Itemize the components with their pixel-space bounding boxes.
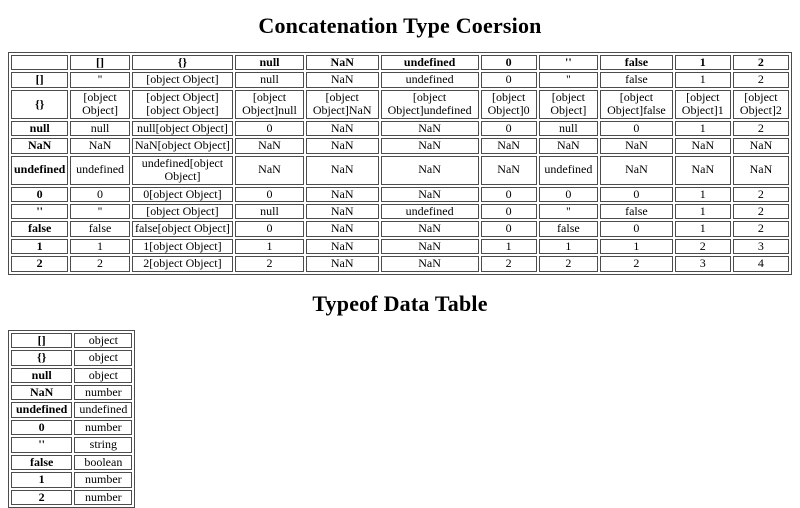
concat-cell: 2 bbox=[675, 239, 731, 254]
concat-cell: null[object Object] bbox=[132, 121, 233, 136]
typeof-type-cell: object bbox=[74, 368, 132, 383]
typeof-table-row bbox=[11, 385, 132, 400]
typeof-table-row bbox=[11, 350, 132, 365]
concat-cell: false bbox=[600, 72, 673, 87]
concat-cell: 2[object Object] bbox=[132, 256, 233, 271]
concat-row-header: null bbox=[11, 121, 68, 136]
concatenation-header-row bbox=[11, 55, 789, 70]
concat-table-row bbox=[11, 121, 789, 136]
concat-cell: 4 bbox=[733, 256, 789, 271]
typeof-value-cell: undefined bbox=[11, 402, 72, 417]
concat-cell: 3 bbox=[675, 256, 731, 271]
typeof-table-body bbox=[11, 333, 132, 505]
concat-column-header: 0 bbox=[481, 55, 537, 70]
concat-cell: false bbox=[70, 221, 129, 236]
concat-cell: '' bbox=[539, 204, 598, 219]
concat-cell: NaN bbox=[306, 187, 379, 202]
concat-cell: NaN bbox=[600, 138, 673, 153]
concat-cell: 2 bbox=[733, 121, 789, 136]
concat-row-header: 0 bbox=[11, 187, 68, 202]
concat-cell: NaN bbox=[306, 239, 379, 254]
concat-cell: undefined[object Object] bbox=[132, 156, 233, 185]
concat-cell: 0 bbox=[235, 187, 304, 202]
typeof-value-cell: false bbox=[11, 455, 72, 470]
concat-cell: 2 bbox=[600, 256, 673, 271]
concat-cell: 0[object Object] bbox=[132, 187, 233, 202]
concat-cell: 1 bbox=[675, 187, 731, 202]
concat-cell: [object Object]NaN bbox=[306, 90, 379, 119]
concat-cell: null bbox=[235, 204, 304, 219]
typeof-table-row bbox=[11, 437, 132, 452]
concat-cell: 2 bbox=[733, 204, 789, 219]
concat-cell: 2 bbox=[70, 256, 129, 271]
typeof-type-cell: undefined bbox=[74, 402, 132, 417]
concat-table-row bbox=[11, 204, 789, 219]
typeof-value-cell: [] bbox=[11, 333, 72, 348]
concat-cell: 0 bbox=[481, 221, 537, 236]
concat-cell: 2 bbox=[481, 256, 537, 271]
concat-cell: NaN bbox=[306, 156, 379, 185]
concat-cell: NaN bbox=[381, 121, 479, 136]
concat-column-header bbox=[11, 55, 68, 70]
concat-cell: NaN bbox=[381, 187, 479, 202]
concat-table-row bbox=[11, 187, 789, 202]
concat-cell: [object Object]undefined bbox=[381, 90, 479, 119]
concat-cell: 0 bbox=[70, 187, 129, 202]
concat-column-header: [] bbox=[70, 55, 129, 70]
concat-table-row bbox=[11, 256, 789, 271]
concat-cell: false bbox=[539, 221, 598, 236]
concat-cell: 0 bbox=[600, 121, 673, 136]
concat-cell: NaN bbox=[306, 221, 379, 236]
concat-cell: '' bbox=[70, 204, 129, 219]
concat-cell: false[object Object] bbox=[132, 221, 233, 236]
typeof-value-cell: {} bbox=[11, 350, 72, 365]
concat-cell: 2 bbox=[733, 221, 789, 236]
concat-cell: undefined bbox=[381, 72, 479, 87]
concat-cell: 1 bbox=[235, 239, 304, 254]
concat-column-header: '' bbox=[539, 55, 598, 70]
concat-cell: NaN bbox=[306, 138, 379, 153]
concat-cell: 2 bbox=[733, 72, 789, 87]
concat-cell: undefined bbox=[539, 156, 598, 185]
concat-cell: [object Object] bbox=[70, 90, 129, 119]
concat-cell: NaN bbox=[306, 121, 379, 136]
concat-cell: 0 bbox=[481, 72, 537, 87]
typeof-table-row bbox=[11, 420, 132, 435]
concat-row-header: '' bbox=[11, 204, 68, 219]
concat-cell: 1 bbox=[539, 239, 598, 254]
concat-cell: NaN bbox=[381, 256, 479, 271]
concat-cell: [object Object] bbox=[132, 204, 233, 219]
typeof-type-cell: object bbox=[74, 350, 132, 365]
typeof-type-cell: boolean bbox=[74, 455, 132, 470]
concat-cell: null bbox=[235, 72, 304, 87]
concat-cell: 2 bbox=[733, 187, 789, 202]
concat-table-row bbox=[11, 221, 789, 236]
typeof-value-cell: 0 bbox=[11, 420, 72, 435]
concat-cell: 0 bbox=[481, 204, 537, 219]
concat-cell: [object Object]2 bbox=[733, 90, 789, 119]
concat-cell: 1 bbox=[481, 239, 537, 254]
concat-cell: [object Object] bbox=[539, 90, 598, 119]
typeof-table-row bbox=[11, 333, 132, 348]
concatenation-table-title: Concatenation Type Coersion bbox=[258, 13, 542, 38]
concat-cell: 1 bbox=[70, 239, 129, 254]
concat-cell: NaN bbox=[539, 138, 598, 153]
concat-cell: 3 bbox=[733, 239, 789, 254]
concat-cell: 0 bbox=[539, 187, 598, 202]
concat-cell: NaN bbox=[481, 138, 537, 153]
concat-table-row bbox=[11, 138, 789, 153]
concat-column-header: false bbox=[600, 55, 673, 70]
concat-cell: null bbox=[70, 121, 129, 136]
concat-column-header: null bbox=[235, 55, 304, 70]
concat-cell: '' bbox=[70, 72, 129, 87]
concat-cell: NaN bbox=[733, 138, 789, 153]
concat-cell: undefined bbox=[70, 156, 129, 185]
concat-column-header: {} bbox=[132, 55, 233, 70]
concat-row-header: undefined bbox=[11, 156, 68, 185]
concat-cell: 1 bbox=[600, 239, 673, 254]
concat-cell: 1 bbox=[675, 204, 731, 219]
typeof-value-cell: '' bbox=[11, 437, 72, 452]
concat-cell: [object Object] bbox=[132, 72, 233, 87]
concat-cell: NaN bbox=[675, 138, 731, 153]
concat-cell: NaN bbox=[235, 156, 304, 185]
concat-cell: null bbox=[539, 121, 598, 136]
concat-cell: 1[object Object] bbox=[132, 239, 233, 254]
concat-row-header: NaN bbox=[11, 138, 68, 153]
concat-cell: NaN bbox=[381, 138, 479, 153]
concat-cell: NaN bbox=[306, 256, 379, 271]
concat-cell: [object Object]null bbox=[235, 90, 304, 119]
typeof-value-cell: NaN bbox=[11, 385, 72, 400]
typeof-table-row bbox=[11, 402, 132, 417]
concat-column-header: undefined bbox=[381, 55, 479, 70]
typeof-type-cell: number bbox=[74, 490, 132, 505]
concat-cell: 1 bbox=[675, 72, 731, 87]
concat-row-header: [] bbox=[11, 72, 68, 87]
concat-cell: 2 bbox=[539, 256, 598, 271]
typeof-type-cell: number bbox=[74, 472, 132, 487]
concatenation-table-body bbox=[11, 72, 789, 271]
concat-cell: 1 bbox=[675, 121, 731, 136]
concat-cell: [object Object]false bbox=[600, 90, 673, 119]
concat-row-header: false bbox=[11, 221, 68, 236]
typeof-value-cell: 2 bbox=[11, 490, 72, 505]
typeof-type-cell: object bbox=[74, 333, 132, 348]
typeof-value-cell: 1 bbox=[11, 472, 72, 487]
concat-cell: 0 bbox=[481, 121, 537, 136]
concat-cell: NaN bbox=[381, 156, 479, 185]
typeof-table bbox=[8, 330, 135, 508]
concat-cell: undefined bbox=[381, 204, 479, 219]
concat-cell: 0 bbox=[481, 187, 537, 202]
concat-row-header: {} bbox=[11, 90, 68, 119]
concat-cell: '' bbox=[539, 72, 598, 87]
concatenation-table-head bbox=[11, 55, 789, 70]
concat-row-header: 2 bbox=[11, 256, 68, 271]
concat-cell: NaN bbox=[600, 156, 673, 185]
concat-cell: 1 bbox=[675, 221, 731, 236]
concat-cell: 2 bbox=[235, 256, 304, 271]
concat-cell: NaN bbox=[381, 221, 479, 236]
concat-cell: NaN bbox=[235, 138, 304, 153]
concat-cell: 0 bbox=[235, 221, 304, 236]
concat-cell: 0 bbox=[235, 121, 304, 136]
typeof-table-row bbox=[11, 472, 132, 487]
concat-cell: false bbox=[600, 204, 673, 219]
concat-row-header: 1 bbox=[11, 239, 68, 254]
typeof-type-cell: string bbox=[74, 437, 132, 452]
concat-cell: [object Object][object Object] bbox=[132, 90, 233, 119]
concat-table-row bbox=[11, 72, 789, 87]
concat-cell: NaN[object Object] bbox=[132, 138, 233, 153]
concat-cell: NaN bbox=[481, 156, 537, 185]
typeof-table-row bbox=[11, 368, 132, 383]
concat-cell: 0 bbox=[600, 187, 673, 202]
typeof-value-cell: null bbox=[11, 368, 72, 383]
typeof-type-cell: number bbox=[74, 420, 132, 435]
typeof-table-title: Typeof Data Table bbox=[312, 290, 488, 316]
concat-cell: NaN bbox=[306, 72, 379, 87]
concat-table-row bbox=[11, 156, 789, 185]
concat-table-row bbox=[11, 239, 789, 254]
concat-cell: NaN bbox=[70, 138, 129, 153]
concat-column-header: 1 bbox=[675, 55, 731, 70]
typeof-table-row bbox=[11, 455, 132, 470]
concat-cell: NaN bbox=[306, 204, 379, 219]
concat-cell: 0 bbox=[600, 221, 673, 236]
typeof-type-cell: number bbox=[74, 385, 132, 400]
concat-cell: NaN bbox=[381, 239, 479, 254]
concat-cell: NaN bbox=[733, 156, 789, 185]
concat-cell: [object Object]0 bbox=[481, 90, 537, 119]
concatenation-table bbox=[8, 52, 792, 275]
concat-table-row bbox=[11, 90, 789, 119]
concat-cell: [object Object]1 bbox=[675, 90, 731, 119]
typeof-table-row bbox=[11, 490, 132, 505]
concat-column-header: NaN bbox=[306, 55, 379, 70]
concat-column-header: 2 bbox=[733, 55, 789, 70]
concat-cell: NaN bbox=[675, 156, 731, 185]
